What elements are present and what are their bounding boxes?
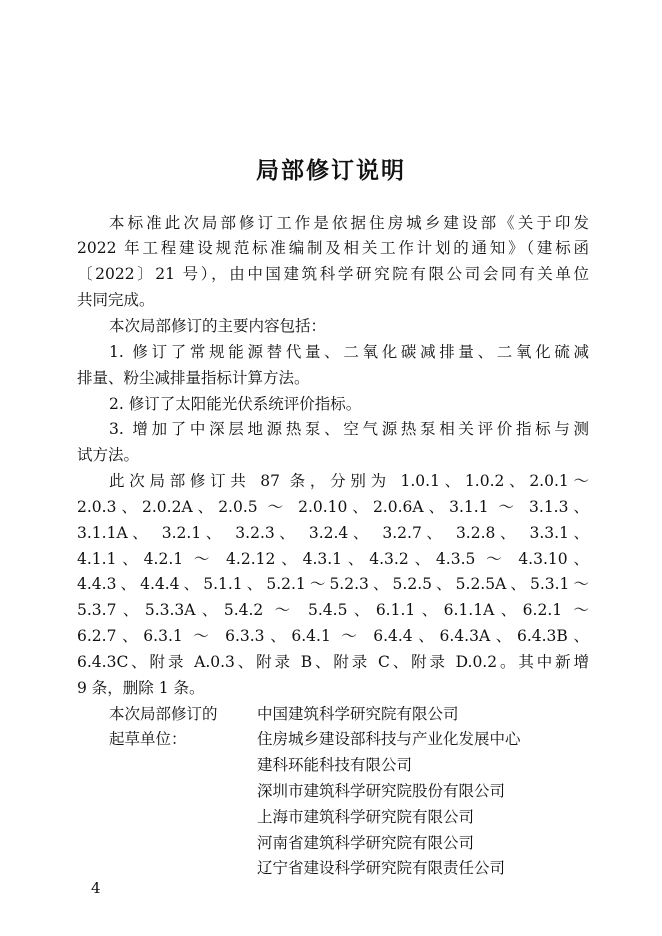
list-item: 1. 修订了常规能源替代量、二氧化碳减排量、二氧化硫减 [109,343,589,361]
text-line: 共同完成。 [77,291,155,309]
drafting-unit: 建科环能科技有限公司 [257,756,413,774]
list-item: 2. 修订了太阳能光伏系统评价指标。 [109,395,362,413]
drafting-unit: 住房城乡建设部科技与产业化发展中心 [257,730,521,748]
text-line: 3.1.1A、 3.2.1、 3.2.3、 3.2.4、 3.2.7、 3.2.8、 3.3.1、 [77,524,589,542]
page-title: 局部修订说明 [256,157,406,184]
drafting-unit: 辽宁省建设科学研究院有限责任公司 [257,859,506,877]
text-line: 试方法。 [77,446,140,464]
drafting-unit: 河南省建筑科学研究院有限公司 [257,834,475,852]
text-line: 本标准此次局部修订工作是依据住房城乡建设部《关于印发 [109,214,589,232]
drafting-unit: 深圳市建筑科学研究院股份有限公司 [257,782,506,800]
text-line: 4.1.1、4.2.1 ～ 4.2.12、4.3.1、4.3.2、4.3.5 ～ 4.3.10、 [77,550,589,568]
drafting-label: 本次局部修订的 [109,705,218,723]
drafting-unit: 上海市建筑科学研究院有限公司 [257,808,475,826]
text-line: 2022 年工程建设规范标准编制及相关工作计划的通知》（建标函 [77,239,589,257]
text-line: 排量、粉尘减排量指标计算方法。 [77,369,310,387]
drafting-label: 起草单位： [109,730,187,748]
text-line: 2.0.3、2.0.2A、2.0.5 ～ 2.0.10、2.0.6A、3.1.1 ～ 3.1.3、 [77,498,589,516]
drafting-unit: 中国建筑科学研究院有限公司 [257,705,459,723]
page-number: 4 [91,879,101,897]
text-line: 6.4.3C、附录 A.0.3、附录 B、附录 C、附录 D.0.2。其中新增 [77,653,589,671]
list-item: 3. 增加了中深层地源热泵、空气源热泵相关评价指标与测 [109,420,589,438]
text-line: 此次局部修订共 87 条，分别为 1.0.1、1.0.2、2.0.1～ [109,472,589,490]
text-line: 5.3.7、5.3.3A、5.4.2 ～ 5.4.5、6.1.1、6.1.1A、6.2.1 ～ [77,601,589,619]
text-line: 本次局部修订的主要内容包括： [109,317,327,335]
text-line: 6.2.7、6.3.1 ～ 6.3.3、6.4.1 ～ 6.4.4、6.4.3A、6.4.3B、 [77,627,589,645]
text-line: 4.4.3、4.4.4、5.1.1、5.2.1～5.2.3、5.2.5、5.2.5A、5.3.1～ [77,575,589,593]
text-line: 〔2022〕21 号），由中国建筑科学研究院有限公司会同有关单位 [77,265,589,283]
text-line: 9 条，删除 1 条。 [77,679,205,697]
